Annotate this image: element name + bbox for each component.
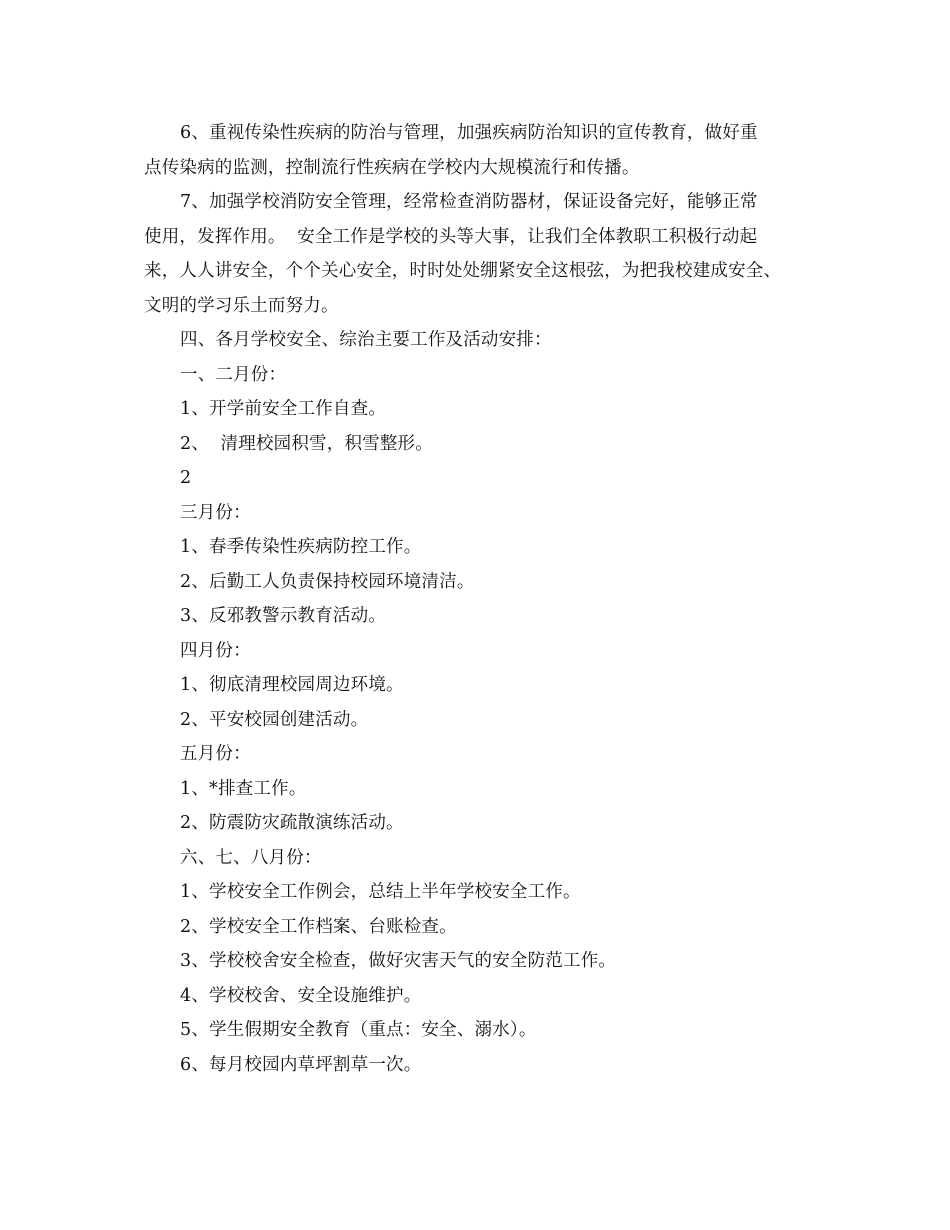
paragraph-line: 使用，发挥作用。 安全工作是学校的头等大事，让我们全体教职工积极行动起 [144,226,758,247]
paragraph-line: 点传染病的监测，控制流行性疾病在学校内大规模流行和传播。 [144,157,640,178]
paragraph-line: 四、各月学校安全、综治主要工作及活动安排： [180,330,552,350]
paragraph-line: 7、加强学校消防安全管理，经常检查消防器材，保证设备完好，能够正常 [180,192,758,212]
paragraph-line: 来，人人讲安全，个个关心安全，时时处处绷紧安全这根弦，为把我校建成安全、 [144,261,782,281]
paragraph-line: 2、后勤工人负责保持校园环境清洁。 [180,571,475,592]
paragraph-line: 1、*排查工作。 [180,778,307,799]
document-body [144,116,824,1082]
paragraph-line: 2、防震防灾疏散演练活动。 [180,813,404,833]
paragraph-line: 六、七、八月份： [180,847,322,868]
paragraph-line: 1、开学前安全工作自查。 [180,399,387,419]
paragraph-line: 3、学校校舍安全检查，做好灾害天气的安全防范工作。 [180,951,617,971]
paragraph-line: 一、二月份： [180,364,287,385]
paragraph-line: 6、重视传染性疾病的防治与管理，加强疾病防治知识的宣传教育，做好重 [180,123,758,143]
paragraph-line: 1、学校安全工作例会，总结上半年学校安全工作。 [180,882,581,902]
paragraph-line: 文明的学习乐土而努力。 [144,295,339,316]
paragraph-line: 2、 清理校园积雪，积雪整形。 [180,433,433,454]
paragraph-line: 1、春季传染性疾病防控工作。 [180,537,422,557]
paragraph-line: 4、学校校舍、安全设施维护。 [180,985,422,1006]
paragraph-line: 2 [180,468,192,488]
paragraph-line: 2、平安校园创建活动。 [180,709,369,730]
paragraph-line: 三月份： [180,502,251,523]
paragraph-line: 3、反邪教警示教育活动。 [180,606,387,626]
paragraph-line: 五月份： [180,744,251,764]
paragraph-line: 6、每月校园内草坪割草一次。 [180,1054,422,1075]
paragraph-line: 1、彻底清理校园周边环境。 [180,675,404,695]
paragraph-line: 2、学校安全工作档案、台账检查。 [180,916,457,937]
paragraph-line: 5、学生假期安全教育（重点：安全、溺水）。 [180,1020,537,1040]
paragraph-line: 四月份： [180,640,251,661]
